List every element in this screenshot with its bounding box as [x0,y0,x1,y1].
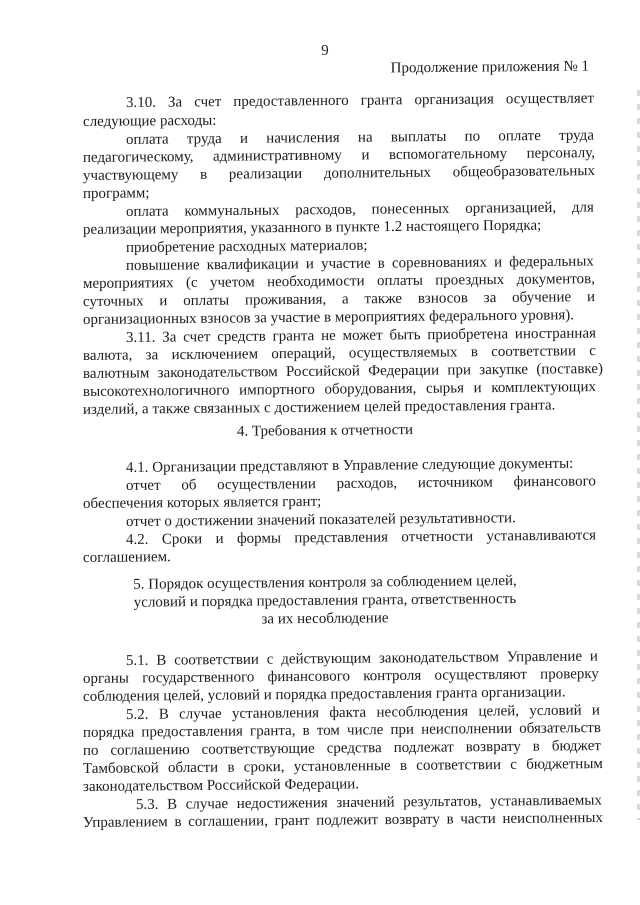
text-line: 5.1. В соответствии с действующим законодательством Управление и [125,648,599,669]
section-heading-line: условий и порядка предоставления гранта, ответственность [133,591,517,611]
text-line: отчет об осуществлении расходов, источником финансового [125,473,596,494]
page-number: 9 [321,42,329,59]
text-line: соглашением. [82,549,171,566]
text-line: организационных взносов за участие в мероприятиях федерального уровня). [82,307,575,328]
text-line: повышение квалификации и участие в соревнованиях и федеральных [125,253,594,274]
section-heading-line: 4. Требования к отчетности [236,422,414,440]
section-heading-line: за их несоблюдение [261,610,389,628]
text-line: соблюдения целей, условий и порядка предоставления гранта организации. [82,684,566,705]
section-heading-line: 5. Порядок осуществления контроля за соблюдением целей, [133,573,517,593]
text-line: 3.11. За счет средств гранта не может быть приобретена иностранная [125,325,597,346]
text-line: 4.2. Сроки и формы представления отчетности устанавливаются [125,527,597,548]
text-line: 5.3. В случае недостижения значений результатов, устанавливаемых [135,792,603,813]
text-line: отчет о достижении значений показателей результативности. [125,510,516,530]
text-line: реализации мероприятия, указанного в пункте 1.2 настоящего Порядка; [82,217,542,238]
text-line: оплата коммунальных расходов, понесенных организацией, для [125,199,594,220]
text-line: валюта, за исключением операций, осуществляемых в соответствии с [82,343,597,364]
text-line: следующие расходы: [82,112,217,130]
text-line: обеспечения которых является грант; [82,493,322,512]
text-line: валютным законодательством Российской Федерации при закупке (поставке) [82,361,604,382]
text-line: Тамбовской области в сроки, установленные в соответствии с бюджетным [82,756,603,777]
text-line: изделий, а также связанных с достижением целей предоставления гранта. [82,397,556,418]
text-line: 5.2. В случае установления факта несоблюдения целей, условий и [125,702,600,723]
text-line: программ; [82,185,150,202]
text-line: участвующему в реализации дополнительных общеобразовательных [82,163,596,184]
text-line: органы государственного финансового контроля осуществляют проверку [82,666,599,687]
appendix-header: Продолжение приложения № 1 [390,58,590,77]
text-line: приобретение расходных материалов; [125,237,368,256]
text-line: по соглашению соответствующие средства подлежат возврату в бюджет [82,738,601,759]
text-line: 4.1. Организации представляют в Управление следующие документы: [125,455,574,476]
text-line: суточных и оплаты проживания, а также взносов за обучение и [82,289,596,310]
text-line: педагогическому, административному и вспомогательному персоналу, [82,145,596,166]
text-line: законодательством Российской Федерации. [82,776,360,795]
text-line: 3.10. За счет предоставленного гранта организация осуществляет [125,90,595,111]
text-line: порядка предоставления гранта, в том числе при неисполнении обязательств [82,720,601,741]
text-line: мероприятиях (с учетом необходимости оплаты проездных документов, [82,271,596,292]
text-line: Управлением в соглашении, грант подлежит возврату в части неисполненных [82,810,604,831]
text-line: оплата труда и начисления на выплаты по оплате труда [125,127,595,148]
text-line: высокотехнологичного импортного оборудования, сырья и комплектующих [82,379,597,400]
